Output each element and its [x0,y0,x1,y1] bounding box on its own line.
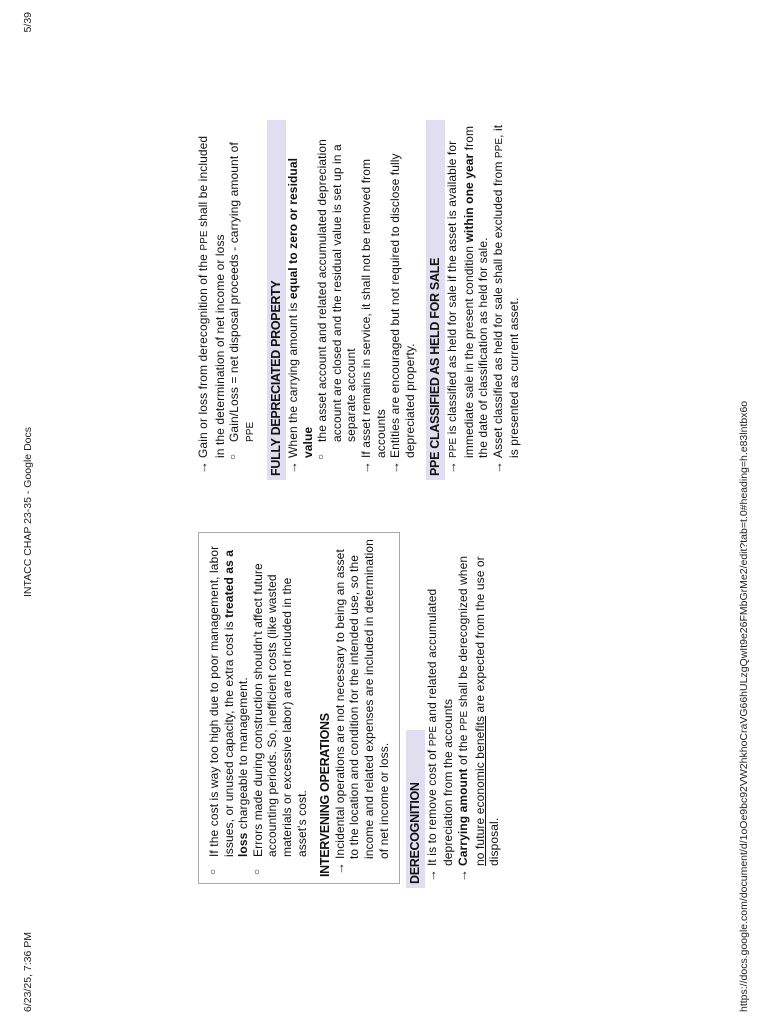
print-datetime: 6/23/25, 7:36 PM [22,932,34,1012]
list-item: ○ Errors made during construction shouldn't affect future accounting periods. So, inefficient costs (like wasted materials or excessive labor) are not included in the asset's cost. [250,563,309,875]
list-item: → PPE is classified as held for sale if the asset is available for immediate sale in the present condition within one year from the date of classification as held for sale. [443,125,491,474]
list-item: → Asset classified as held for sale shall be excluded from PPE, it is presented as current asset. [489,124,522,474]
circle-bullet-icon: ○ [316,453,328,460]
list-item: ○ the asset account and related accumulated depreciation account are closed and the residual value is set up in a separate account [315,139,359,460]
circle-bullet-icon: ○ [208,868,219,875]
list-item: ○ Gain/Loss = net disposal proceeds - carrying amount of PPE [227,142,256,460]
list-item: → Incidental operations are not necessary to being an asset to the location and condition for the intended use, so the income and related expenses are included in determination of net income or loss. [331,539,391,875]
arrow-bullet-icon: → [331,861,347,875]
section-heading-held-for-sale: PPE CLASSIFIED AS HELD FOR SALE [426,120,445,480]
circle-bullet-icon: ○ [251,868,263,875]
bordered-box [198,532,400,884]
list-item: → If asset remains in service, it shall not be removed from accounts [357,158,388,474]
list-item: → When the carrying amount is equal to zero or residual value [284,157,315,474]
arrow-bullet-icon: → [357,460,373,474]
circle-bullet-icon: ○ [228,453,240,460]
section-heading-fully-depreciated: FULLY DEPRECIATED PROPERTY [267,120,286,480]
arrow-bullet-icon: → [195,460,210,474]
arrow-bullet-icon: → [489,460,505,474]
list-item: ○ If the cost is way too high due to poor management, labor issues, or unused capacity, the extra cost is treated as a loss chargeable to management. [207,545,251,875]
list-item: → Gain or loss from derecognition of the PPE shall be included in the determination of net income or loss [195,135,227,474]
list-item: → Carrying amount of the PPE shall be derecognized when no future economic benefits are expected from the use or disposal. [454,555,502,882]
left-column [198,539,502,884]
arrow-bullet-icon: → [423,868,439,882]
arrow-bullet-icon: → [387,460,403,474]
page-number: 5/39 [22,12,34,33]
doc-url[interactable]: https://docs.google.com/document/d/1oOe9bc92VW2hkhoCraVG66hULzgQwIt9e26FMbGrMe2/edit?tab=t.0#heading=h.e83lntbx6o [738,400,750,1012]
list-item: → Entities are encouraged but not required to disclose fully depreciated property. [387,153,417,474]
section-heading-derecognition: DERECOGNITION [406,730,425,888]
list-item: → It is to remove cost of PPE and related accumulated depreciation from the accounts [423,588,456,882]
arrow-bullet-icon: → [443,460,459,474]
arrow-bullet-icon: → [454,868,470,882]
arrow-bullet-icon: → [284,460,300,474]
doc-title: INTACC CHAP 23-35 - Google Docs [22,427,34,598]
right-column [196,124,522,476]
section-heading-intervening: INTERVENING OPERATIONS [318,713,333,877]
